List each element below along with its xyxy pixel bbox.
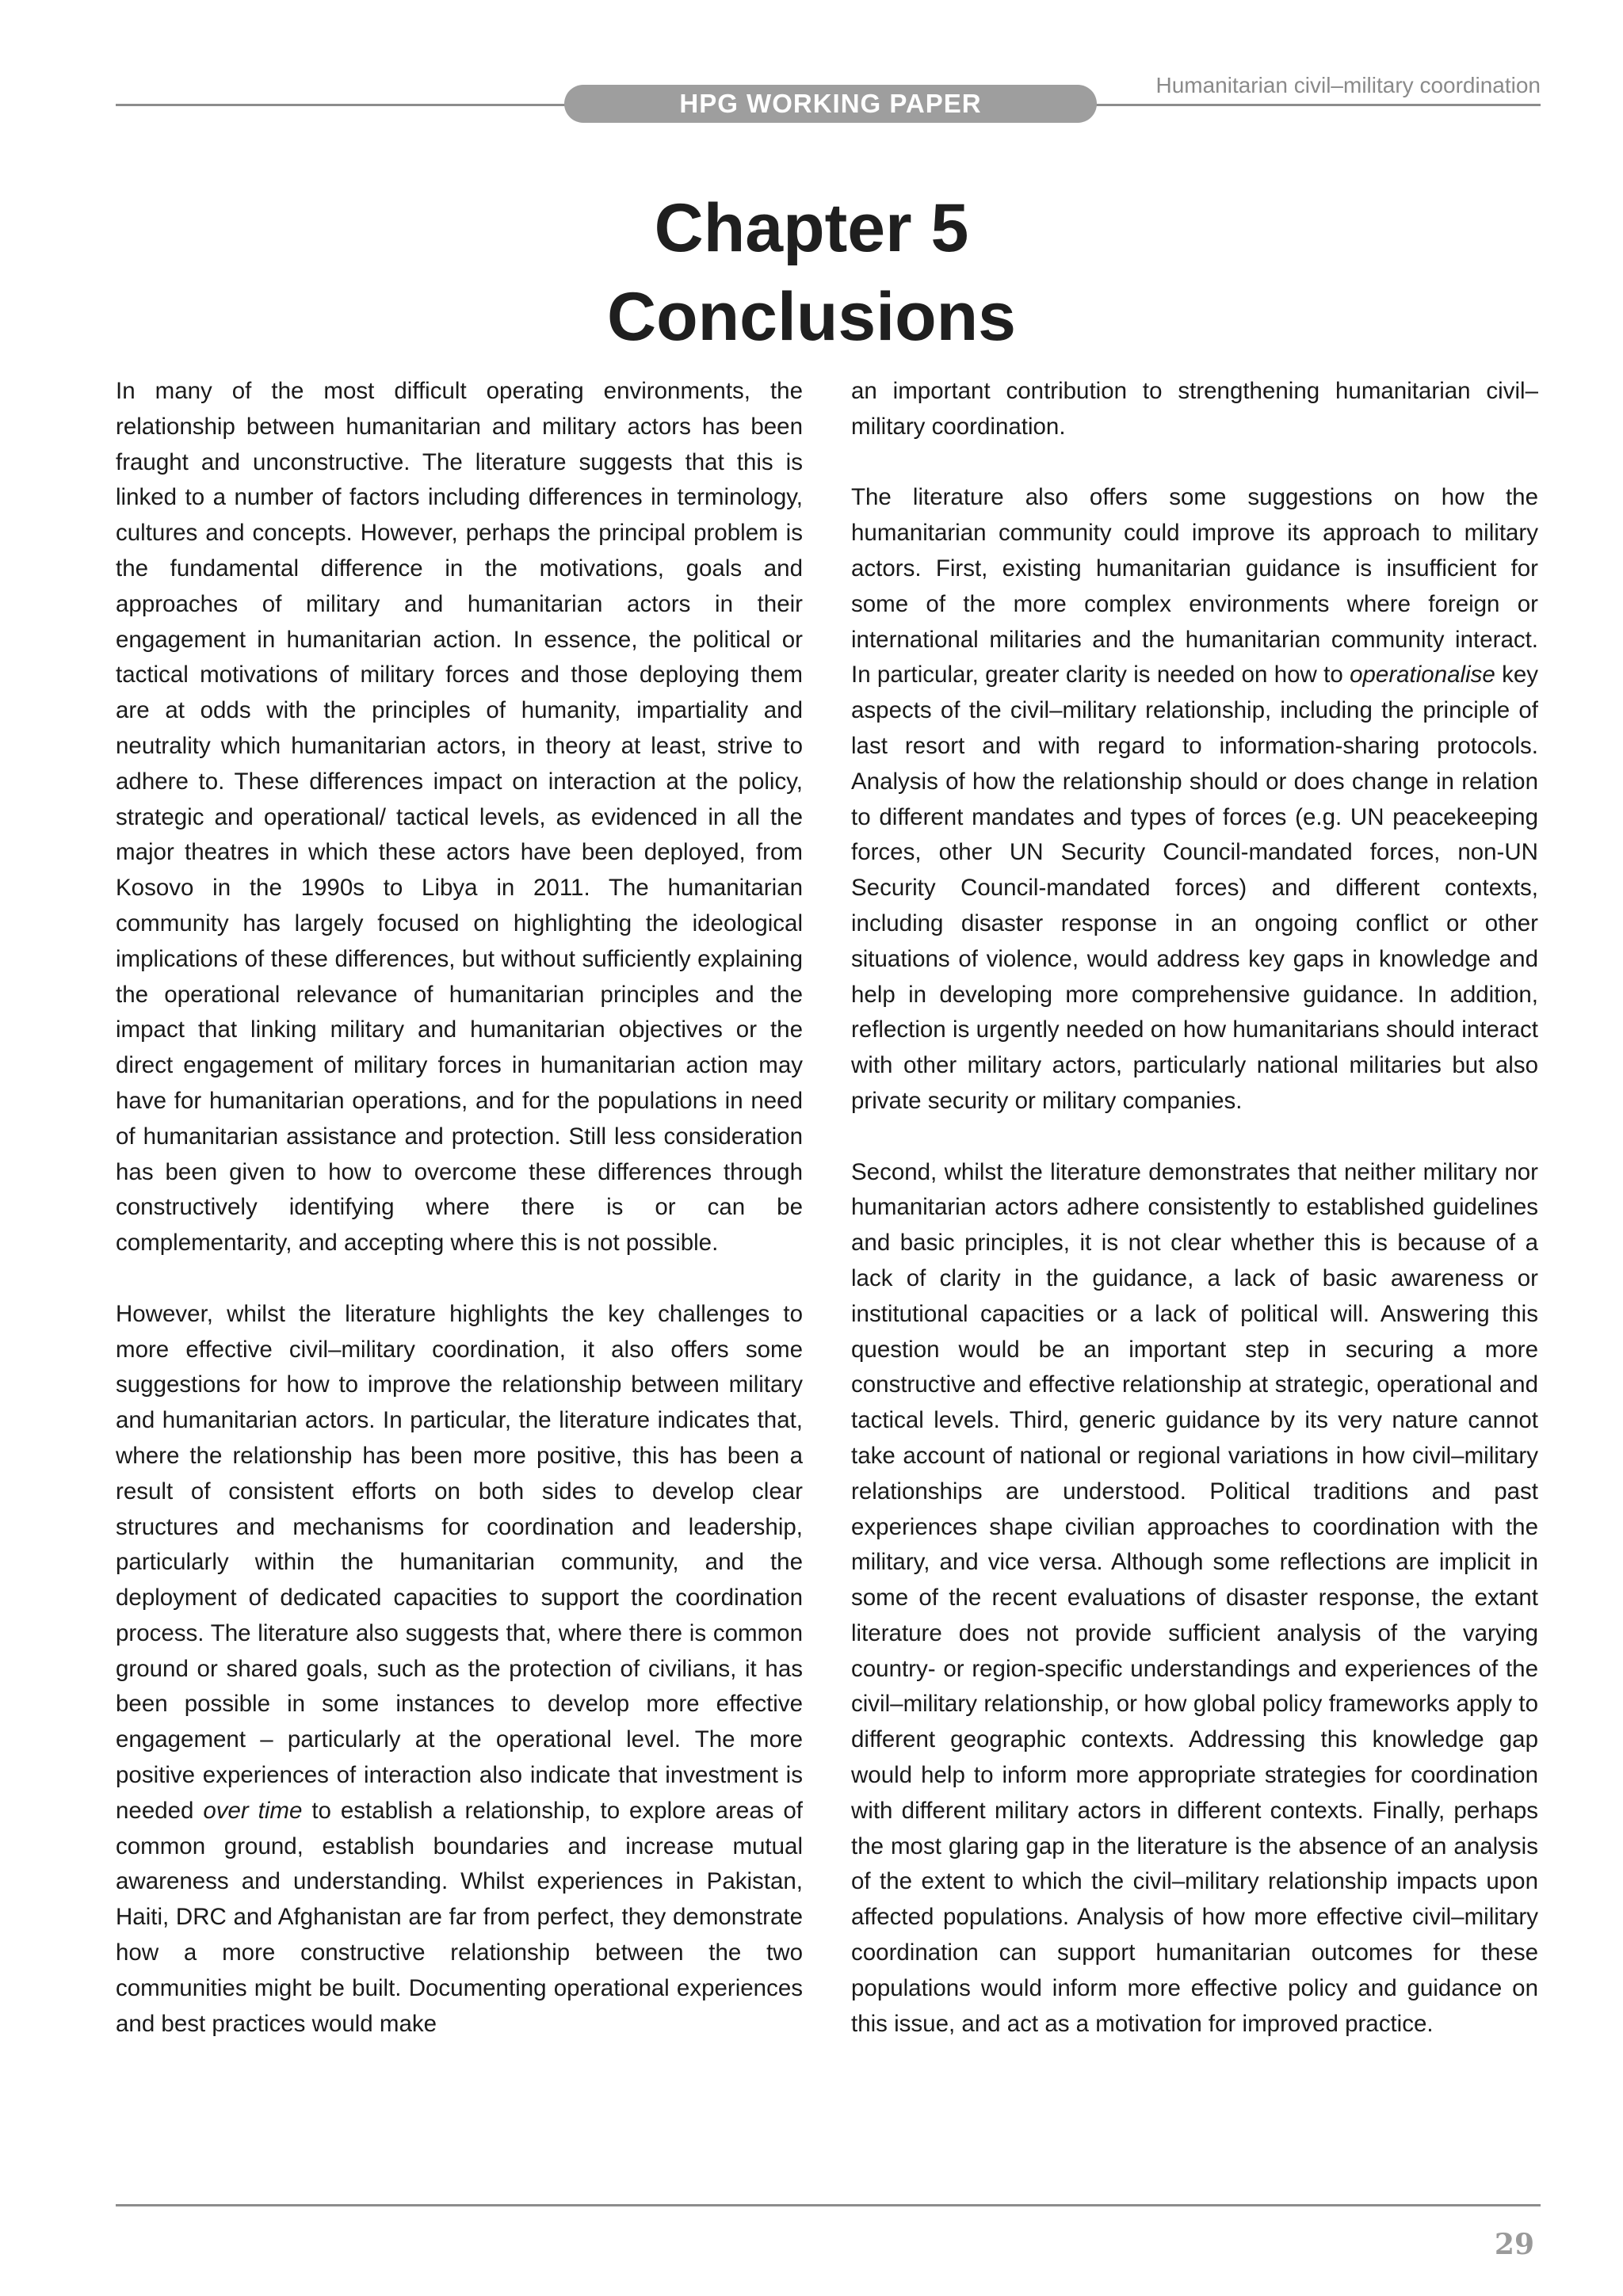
right-column: [851, 374, 1538, 2077]
chapter-number: Chapter 5: [654, 190, 969, 266]
chapter-name: Conclusions: [606, 279, 1017, 355]
footer-rule: [116, 2204, 1541, 2206]
italic-text: operationalise: [1350, 662, 1495, 688]
paragraph-text: The literature also offers some suggestions on how the humanitarian community could improve its approach to military actors. First, existing humanitarian guidance is insufficient for some of the more complex environments where foreign or international militaries and the humanitarian community interact. In particular, greater clarity is needed on how to: [851, 484, 1538, 688]
paragraph: [116, 1297, 803, 2042]
paragraph: an important contribution to strengthening humanitarian civil–military coordination.: [851, 378, 1538, 440]
paragraph: In many of the most difficult operating environments, the relationship between humanitarian and military actors has been fraught and unconstructive. The literature suggests that this is linked to a number of factors including differences in terminology, cultures and concepts. However, perhaps the principal problem is the fundamental difference in the motivations, goals and approaches of military and humanitarian actors in their engagement in humanitarian action. In essence, the political or tactical motivations of military forces and those deploying them are at odds with the principles of humanity, impartiality and neutrality which humanitarian actors, in theory at least, strive to adhere to. These differences impact on interaction at the policy, strategic and operational/ tactical levels, as evidenced in all the major theatres in which these actors have been deployed, from Kosovo in the 1990s to Libya in 2011. The humanitarian community has largely focused on highlighting the ideological implications of these differences, but without sufficiently explaining the operational relevance of humanitarian principles and the impact that linking military and humanitarian objectives or the direct engagement of military forces in humanitarian action may have for humanitarian operations, and for the populations in need of humanitarian assistance and protection. Still less consideration has been given to how to overcome these differences through constructively identifying where there is or can be complementarity, and accepting where this is not possible.: [116, 378, 803, 1257]
series-label: HPG WORKING PAPER: [679, 89, 982, 118]
italic-text: over time: [203, 1797, 303, 1824]
paragraph-text: to establish a relationship, to explore areas of common ground, establish boundaries and increase mutual awareness and understanding. Whilst experiences in Pakistan, Haiti, DRC and Afghanistan are far from perfect, they demonstrate how a more constructive relationship between the two communities might be built. Documenting operational experiences and best practices would make: [116, 1797, 803, 2037]
paragraph-text: key aspects of the civil–military relationship, including the principle of last resort and with regard to information-sharing protocols. Analysis of how the relationship should or does change in relation to different mandates and types of forces (e.g. UN peacekeeping forces, other UN Security Council-mandated forces, non-UN Security Council-mandated forces) and different contexts, including disaster response in an ongoing conflict or other situations of violence, would address key gaps in knowledge and help in developing more comprehensive guidance. In addition, reflection is urgently needed on how humanitarians should interact with other military actors, particularly national militaries but also private security or military companies.: [851, 662, 1538, 1114]
left-column: [116, 374, 803, 2077]
running-head: Humanitarian civil–military coordination: [1155, 73, 1541, 97]
paragraph-text: However, whilst the literature highlights the key challenges to more effective civil–military coordination, it also offers some suggestions for how to improve the relationship between military and humanitarian actors. In particular, the literature indicates that, where the relationship has been more positive, this has been a result of consistent efforts on both sides to develop clear structures and mechanisms for coordination and leadership, particularly within the humanitarian community, and the deployment of dedicated capacities to support the coordination process. The literature also suggests that, where there is common ground or shared goals, such as the protection of civilians, it has been possible in some instances to develop more effective engagement – particularly at the operational level. The more positive experiences of interaction also indicate that investment is needed: [116, 1300, 803, 1824]
chapter-title: [0, 184, 1623, 361]
paragraph: [851, 480, 1538, 1119]
series-tab: [564, 85, 1097, 123]
paragraph: Second, whilst the literature demonstrates that neither military nor humanitarian actors adhere consistently to established guidelines and basic principles, it is not clear whether this is because of a lack of clarity in the guidance, a lack of basic awareness or institutional capacities or a lack of political will. Answering this question would be an important step in securing a more constructive and effective relationship at strategic, operational and tactical levels. Third, generic guidance by its very nature cannot take account of national or regional variations in how civil–military relationships are understood. Political traditions and past experiences shape civilian approaches to coordination with the military, and vice versa. Although some reflections are implicit in some of the recent evaluations of disaster response, the extant literature does not provide sufficient analysis of the varying country- or region-specific understandings and experiences of the civil–military relationship, or how global policy frameworks apply to different geographic contexts. Addressing this knowledge gap would help to inform more appropriate strategies for coordination with different military actors in different contexts. Finally, perhaps the most glaring gap in the literature is the absence of an analysis of the extent to which the civil–military relationship impacts upon affected populations. Analysis of how more effective civil–military coordination can support humanitarian outcomes for these populations would inform more effective policy and guidance on this issue, and act as a motivation for improved practice.: [851, 1158, 1538, 2037]
page-number: 29: [1494, 2228, 1534, 2261]
